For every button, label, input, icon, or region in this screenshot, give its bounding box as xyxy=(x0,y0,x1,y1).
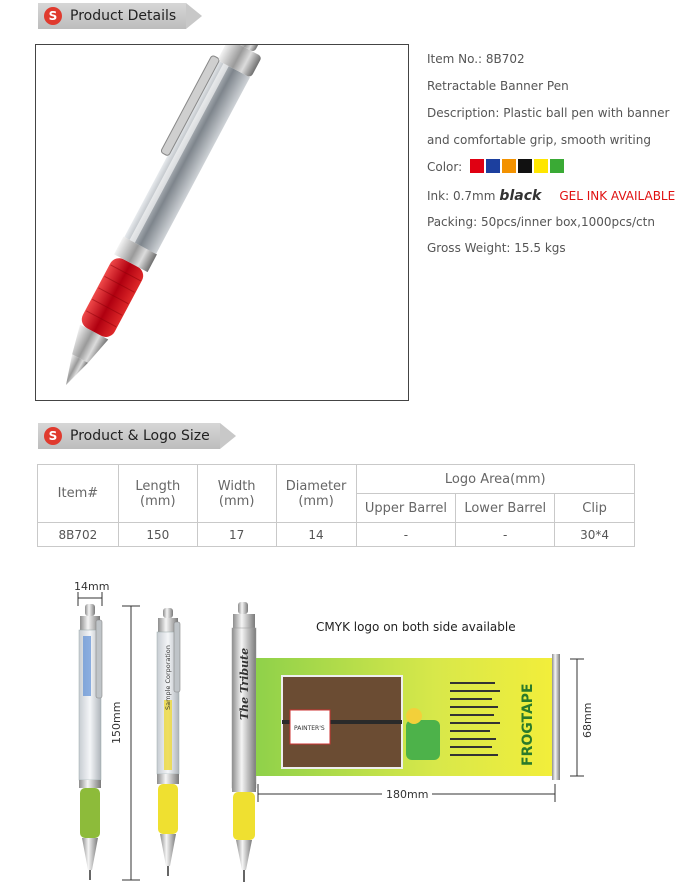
gel-ink-note: GEL INK AVAILABLE xyxy=(559,189,676,203)
color-swatch xyxy=(534,159,548,173)
color-swatch xyxy=(470,159,484,173)
banner-label: PAINTER'S xyxy=(294,725,325,732)
brand-logo-icon: S xyxy=(44,427,62,445)
logo-size-tab xyxy=(38,423,236,449)
section-title: Product & Logo Size xyxy=(70,428,210,444)
product-name: Retractable Banner Pen xyxy=(427,79,569,93)
header-item: Item# xyxy=(38,465,119,523)
table-header-row xyxy=(38,465,635,494)
cell-diameter: 14 xyxy=(276,523,356,547)
packing: Packing: 50pcs/inner box,1000pcs/ctn xyxy=(427,215,655,229)
description-line1: Description: Plastic ball pen with banner xyxy=(427,106,670,120)
cell-item: 8B702 xyxy=(38,523,119,547)
length-label: 150mm xyxy=(110,701,123,744)
diameter-label: 14mm xyxy=(74,580,110,593)
header-clip: Clip xyxy=(555,494,635,523)
header-logo-area: Logo Area(mm) xyxy=(356,465,634,494)
color-label: Color: xyxy=(427,160,463,174)
header-diameter: Diameter (mm) xyxy=(276,465,356,523)
cell-length: 150 xyxy=(118,523,197,547)
gross-weight: Gross Weight: 15.5 kgs xyxy=(427,241,566,255)
product-details-tab xyxy=(38,3,202,29)
pen-yellow xyxy=(157,608,180,876)
description-line2: and comfortable grip, smooth writing xyxy=(427,133,651,147)
ink-row xyxy=(427,188,675,204)
pen-banner xyxy=(232,602,560,882)
cell-lower-barrel: - xyxy=(456,523,555,547)
tab-arrow-icon xyxy=(186,3,202,29)
header-width: Width (mm) xyxy=(197,465,276,523)
dimension-diagram xyxy=(0,570,679,896)
pen3-print: The Tribute xyxy=(238,647,251,720)
pen-clear-green xyxy=(79,604,102,880)
ink-label: Ink: 0.7mm xyxy=(427,189,496,203)
banner-end-bar xyxy=(552,654,560,780)
banner-brand: FROGTAPE xyxy=(520,683,536,766)
brand-logo-icon: S xyxy=(44,7,62,25)
item-number: Item No.: 8B702 xyxy=(427,52,525,66)
pen-illustration xyxy=(36,45,408,400)
header-upper-barrel: Upper Barrel xyxy=(356,494,456,523)
header-length: Length (mm) xyxy=(118,465,197,523)
cmyk-note: CMYK logo on both side available xyxy=(316,620,516,634)
cell-clip: 30*4 xyxy=(555,523,635,547)
color-swatch xyxy=(550,159,564,173)
section-title: Product Details xyxy=(70,8,177,24)
cell-upper-barrel: - xyxy=(356,523,456,547)
spec-table xyxy=(37,464,635,547)
table-row xyxy=(38,523,635,547)
color-swatch xyxy=(486,159,500,173)
banner-width-label: 180mm xyxy=(382,788,432,801)
header-lower-barrel: Lower Barrel xyxy=(456,494,555,523)
cell-width: 17 xyxy=(197,523,276,547)
banner-height-label: 68mm xyxy=(581,702,594,738)
color-swatch xyxy=(502,159,516,173)
pen2-print: Sample Corporation xyxy=(164,645,172,710)
product-photo xyxy=(35,44,409,401)
tab-arrow-icon xyxy=(220,423,236,449)
ink-color: black xyxy=(499,188,542,204)
color-swatch xyxy=(518,159,532,173)
color-swatches xyxy=(470,160,566,174)
color-row xyxy=(427,159,566,174)
